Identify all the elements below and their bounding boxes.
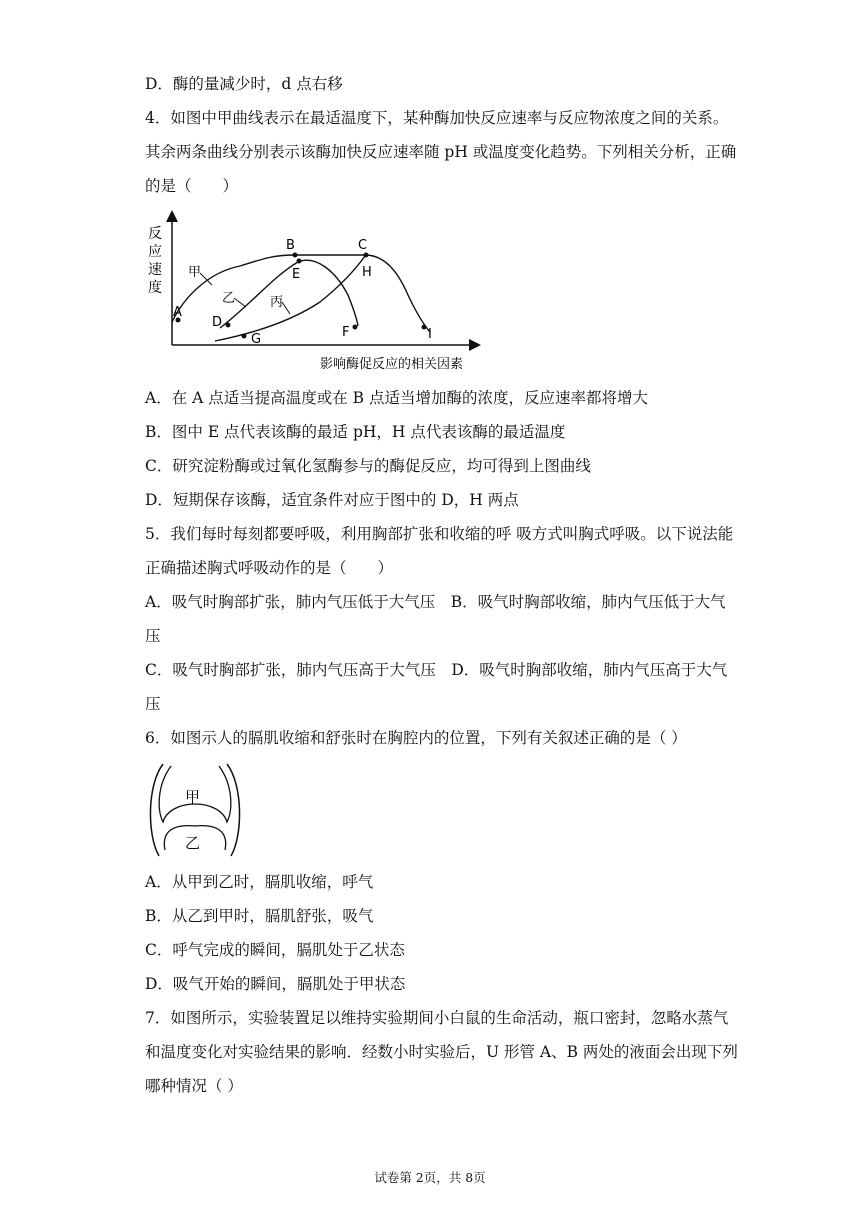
question-7-line-1: 7．如图所示，实验装置足以维持实验期间小白鼠的生命活动，瓶口密封，忽略水蒸气 bbox=[145, 1009, 729, 1027]
label-h: H bbox=[362, 265, 372, 280]
question-4-line-1: 4．如图中甲曲线表示在最适温度下，某种酶加快反应速率与反应物浓度之间的关系。 bbox=[145, 109, 729, 127]
question-7-line-3: 哪种情况（ ） bbox=[145, 1077, 243, 1095]
label-g: G bbox=[251, 332, 262, 347]
page-footer: 试卷第 2页，共 8页 bbox=[374, 1170, 486, 1185]
y-label-char: 应 bbox=[148, 244, 162, 260]
label-d: D bbox=[212, 315, 223, 330]
q5-options-ab-wrap: 压 bbox=[145, 627, 161, 645]
question-4-line-2: 其余两条曲线分别表示该酶加快反应速率随 pH 或温度变化趋势。下列相关分析，正确 bbox=[145, 143, 737, 161]
enzyme-curve-svg bbox=[140, 210, 485, 375]
y-label-char: 度 bbox=[148, 280, 162, 296]
curve-label-yi: 乙 bbox=[222, 291, 236, 306]
point-b bbox=[293, 253, 298, 258]
y-label-char: 反 bbox=[148, 226, 162, 242]
point-g bbox=[242, 334, 247, 339]
chest-wall-right bbox=[227, 764, 240, 856]
question-7-line-2: 和温度变化对实验结果的影响．经数小时实验后，U 形管 A、B 两处的液面会出现下列 bbox=[145, 1043, 738, 1061]
q6-option-b: B．从乙到甲时，膈肌舒张，吸气 bbox=[145, 907, 374, 925]
q6-option-d: D．吸气开始的瞬间，膈肌处于甲状态 bbox=[145, 975, 406, 993]
chest-wall-left bbox=[150, 764, 163, 856]
y-label-char: 速 bbox=[148, 262, 162, 278]
diaphragm-svg bbox=[145, 760, 245, 860]
label-jia: 甲 bbox=[185, 788, 201, 806]
enzyme-curve-figure bbox=[140, 210, 485, 375]
q5-options-ab: A．吸气时胸部扩张，肺内气压低于大气压 B．吸气时胸部收缩，肺内气压低于大气 bbox=[145, 593, 726, 611]
point-d bbox=[226, 323, 231, 328]
option-c: C．研究淀粉酶或过氧化氢酶参与的酶促反应，均可得到上图曲线 bbox=[145, 457, 591, 475]
q5-options-cd-wrap: 压 bbox=[145, 695, 161, 713]
label-f: F bbox=[342, 325, 350, 340]
question-4-line-3: 的是（ ） bbox=[145, 177, 239, 195]
q5-options-cd: C．吸气时胸部扩张，肺内气压高于大气压 D．吸气时胸部收缩，肺内气压高于大气 bbox=[145, 661, 728, 679]
question-6: 6．如图示人的膈肌收缩和舒张时在胸腔内的位置，下列有关叙述正确的是（ ） bbox=[145, 729, 687, 747]
question-5-line-1: 5．我们每时每刻都要呼吸，利用胸部扩张和收缩的呼 吸方式叫胸式呼吸。以下说法能 bbox=[145, 525, 734, 543]
curve-label-bing: 丙 bbox=[270, 295, 284, 310]
text-line: D．酶的量减少时，d 点右移 bbox=[145, 75, 343, 93]
question-5-line-2: 正确描述胸式呼吸动作的是（ ） bbox=[145, 559, 394, 577]
curve-yi bbox=[220, 260, 358, 328]
curve-label-jia: 甲 bbox=[188, 265, 202, 280]
label-b: B bbox=[286, 238, 295, 253]
curve-jia-tail bbox=[365, 255, 430, 332]
label-a: A bbox=[173, 305, 182, 320]
leader-bing bbox=[282, 302, 290, 314]
option-b: B．图中 E 点代表该酶的最适 pH，H 点代表该酶的最适温度 bbox=[145, 423, 566, 441]
point-f bbox=[353, 325, 358, 330]
label-yi: 乙 bbox=[185, 834, 201, 852]
leader-yi bbox=[234, 298, 246, 307]
label-c: C bbox=[358, 238, 368, 253]
option-d: D．短期保存该酶，适宜条件对应于图中的 D，H 两点 bbox=[145, 491, 519, 509]
x-axis-label: 影响酶促反应的相关因素 bbox=[320, 357, 464, 372]
diaphragm-figure bbox=[145, 760, 245, 860]
point-e bbox=[297, 259, 302, 264]
q6-option-c: C．呼气完成的瞬间，膈肌处于乙状态 bbox=[145, 941, 405, 959]
label-e: E bbox=[292, 267, 301, 282]
point-c bbox=[364, 253, 369, 258]
label-i: I bbox=[428, 327, 432, 342]
q6-option-a: A．从甲到乙时，膈肌收缩，呼气 bbox=[145, 873, 374, 891]
point-i bbox=[422, 325, 427, 330]
option-a: A．在 A 点适当提高温度或在 B 点适当增加酶的浓度，反应速率都将增大 bbox=[145, 389, 648, 407]
